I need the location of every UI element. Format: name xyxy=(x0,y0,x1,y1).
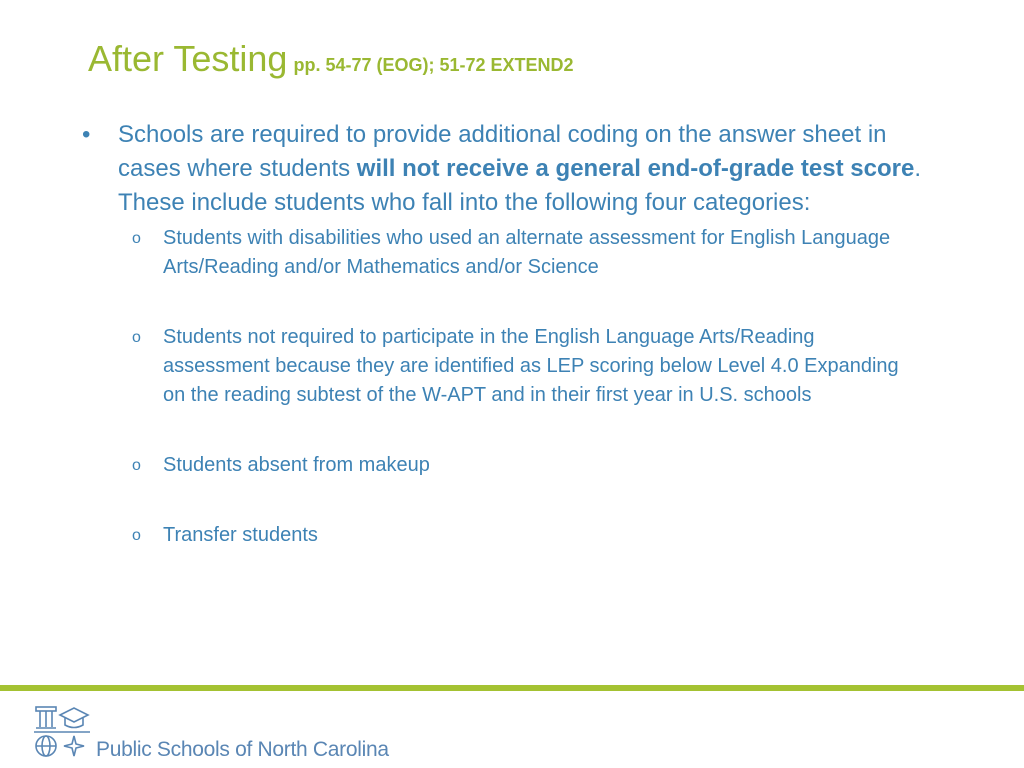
sub-bullet-item xyxy=(80,451,923,480)
bullet-marker: • xyxy=(82,121,91,148)
slide-title xyxy=(88,38,574,80)
sub-bullet-item xyxy=(80,323,923,410)
sub-bullet-marker: o xyxy=(132,527,141,544)
title-main: After Testing xyxy=(88,38,288,79)
bullet-bold-text: will not receive a general end-of-grade test score xyxy=(356,155,915,182)
footer-org-name: Public Schools of North Carolina xyxy=(96,738,389,761)
sub-bullet-marker: o xyxy=(132,230,141,247)
sub-bullet-text: Transfer students xyxy=(163,524,318,546)
main-bullet xyxy=(80,118,938,220)
sub-bullet-item xyxy=(80,224,923,282)
sub-bullet-text: Students absent from makeup xyxy=(163,454,430,476)
sub-bullet-list xyxy=(80,224,940,550)
sub-bullet-text: Students with disabilities who used an alternate assessment for English Language Arts/Reading and/or Mathematics and/or Science xyxy=(163,227,891,278)
title-subtitle: pp. 54-77 (EOG); 51-72 EXTEND2 xyxy=(293,55,574,75)
sub-bullet-item xyxy=(80,521,923,550)
sub-bullet-marker: o xyxy=(132,329,141,346)
sub-bullet-marker: o xyxy=(132,457,141,474)
sub-bullet-text: Students not required to participate in the English Language Arts/Reading assessment because they are identified as LEP scoring below Level 4.0 Expanding on the reading subtest of the W-APT and in their first year in U.S. schools xyxy=(163,326,899,406)
bullet-colon: : xyxy=(803,189,811,216)
bullet-text-before: Schools are required to provide additional coding on the answer sheet in cases where students xyxy=(118,121,887,182)
slide-body xyxy=(80,118,940,550)
ncdpi-seal-icon xyxy=(34,703,90,761)
footer-divider xyxy=(0,685,1024,691)
bullet-text-after: . These include students who fall into the following four categories xyxy=(118,155,921,216)
